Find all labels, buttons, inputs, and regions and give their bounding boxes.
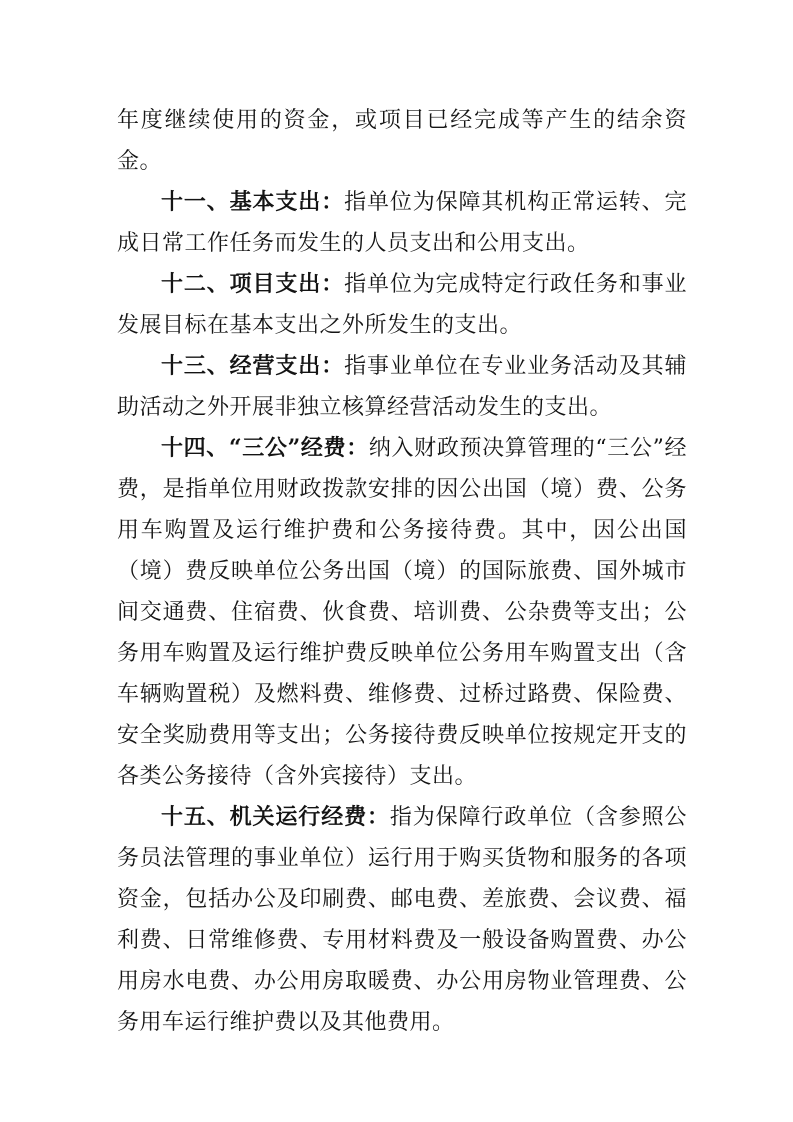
paragraph-three-public-funds <box>117 428 687 797</box>
term-definition: 指单位为完成特定行政任务和事业发展目标在基本支出之外所发生的支出。 <box>117 272 687 338</box>
paragraph-project-expenditure <box>117 264 687 346</box>
paragraph-agency-operating-funds <box>117 797 687 1043</box>
term-definition: 指单位为保障其机构正常运转、完成日常工作任务而发生的人员支出和公用支出。 <box>117 190 687 256</box>
term-heading: 十五、机关运行经费： <box>161 804 390 830</box>
term-definition: 指事业单位在专业业务活动及其辅助活动之外开展非独立核算经营活动发生的支出。 <box>117 354 687 420</box>
paragraph-operating-expenditure <box>117 346 687 428</box>
term-definition: 纳入财政预决算管理的“三公”经费，是指单位用财政拨款安排的因公出国（境）费、公务用车购置及运行维护费和公务接待费。其中，因公出国（境）费反映单位公务出国（境）的国际旅费、国外城市间交通费、住宿费、伙食费、培训费、公杂费等支出；公务用车购置及运行维护费反映单位公务用车购置支出（含车辆购置税）及燃料费、维修费、过桥过路费、保险费、安全奖励费用等支出；公务接待费反映单位按规定开支的各类公务接待（含外宾接待）支出。 <box>117 436 688 789</box>
paragraph-basic-expenditure <box>117 182 687 264</box>
document-body <box>117 100 687 1043</box>
paragraph-text: 年度继续使用的资金，或项目已经完成等产生的结余资金。 <box>117 108 687 174</box>
term-definition: 指为保障行政单位（含参照公务员法管理的事业单位）运行用于购买货物和服务的各项资金，包括办公及印刷费、邮电费、差旅费、会议费、福利费、日常维修费、专用材料费及一般设备购置费、办公用房水电费、办公用房取暖费、办公用房物业管理费、公务用车运行维护费以及其他费用。 <box>117 805 687 1035</box>
continuation-paragraph <box>117 100 687 182</box>
term-heading: 十三、经营支出： <box>161 353 345 379</box>
term-heading: 十一、基本支出： <box>161 189 345 215</box>
term-heading: 十二、项目支出： <box>161 271 345 297</box>
term-heading: 十四、“三公”经费： <box>161 435 369 461</box>
